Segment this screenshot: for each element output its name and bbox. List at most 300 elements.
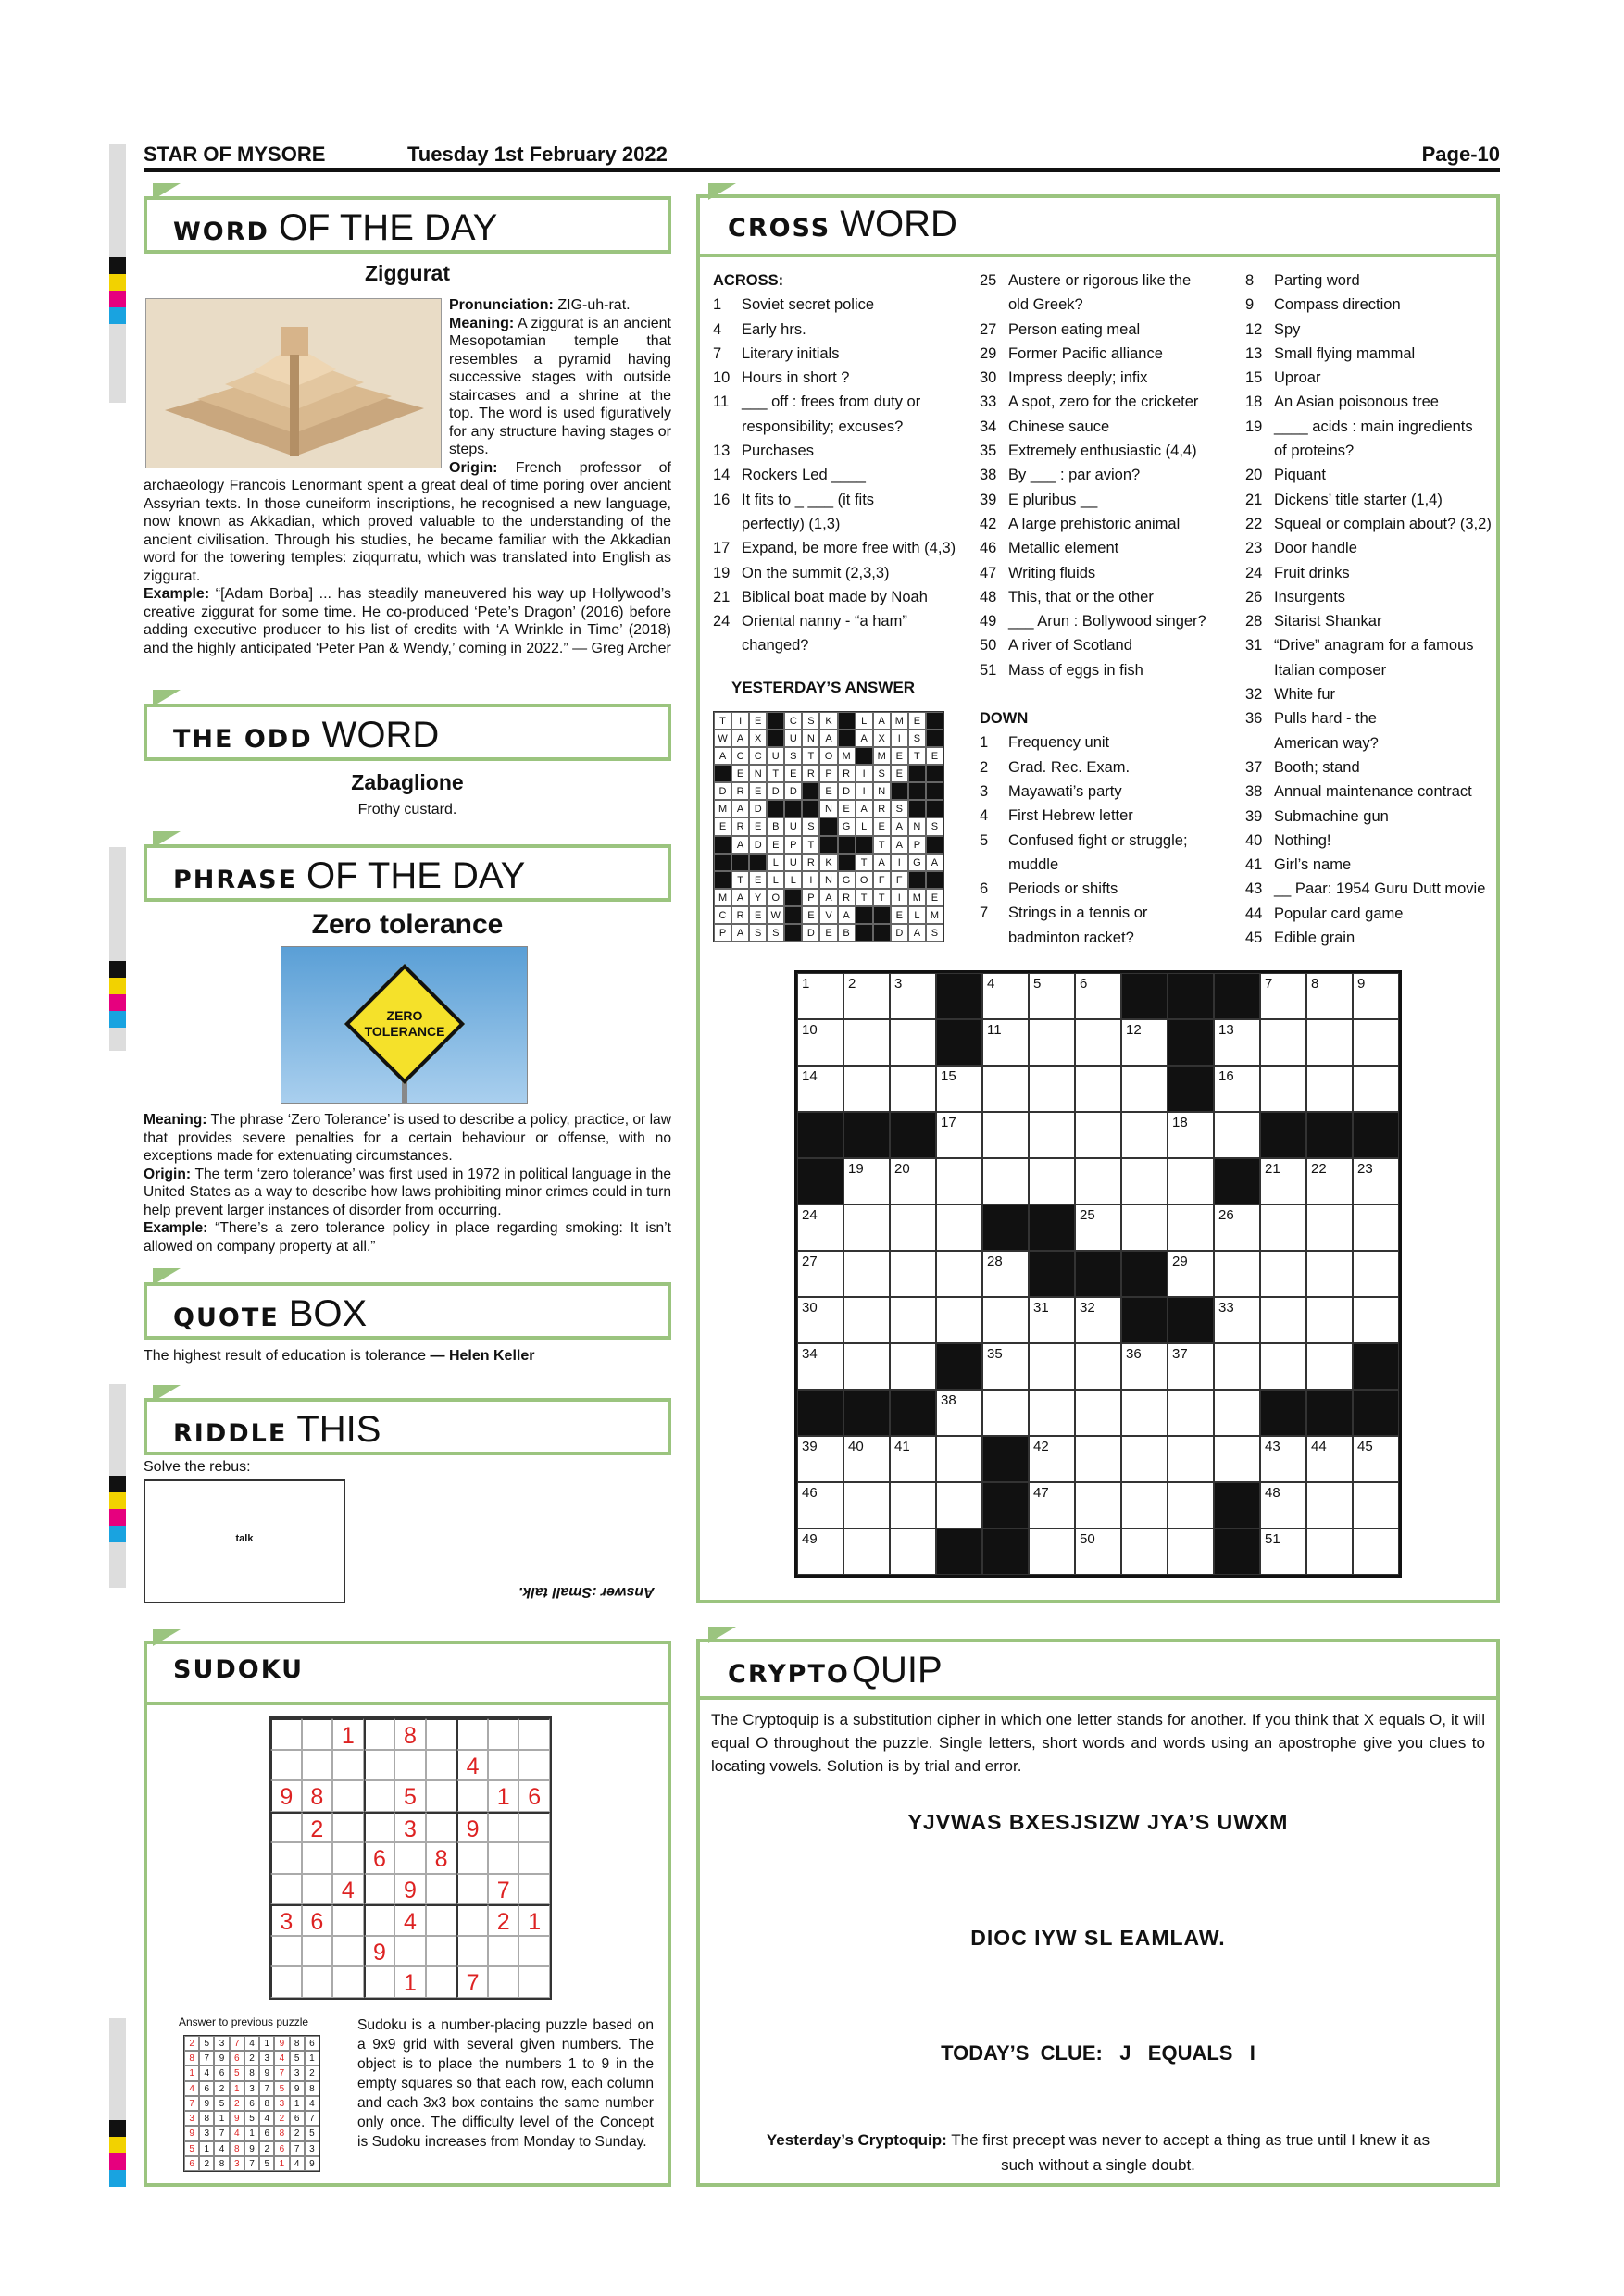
zero-tolerance-sign-image <box>281 946 528 1104</box>
crossword-cell[interactable]: 10 <box>797 1019 843 1066</box>
crossword-cell[interactable]: 22 <box>1306 1158 1353 1204</box>
answer-cell: S <box>908 730 926 747</box>
crossword-cell[interactable] <box>936 1436 982 1482</box>
crossword-cell[interactable] <box>1075 1390 1121 1436</box>
sudoku-cell[interactable] <box>302 1750 333 1781</box>
crossword-cell[interactable] <box>1029 1066 1075 1112</box>
answer-cell: 3 <box>274 2096 289 2111</box>
clue-number: 1 <box>980 734 989 752</box>
crossword-cell[interactable] <box>1121 1482 1168 1529</box>
crossword-cell[interactable] <box>1260 1297 1306 1343</box>
crossword-cell[interactable] <box>890 1204 936 1251</box>
clue-number: 41 <box>1245 856 1263 874</box>
sudoku-cell[interactable] <box>488 1718 519 1750</box>
answer-cell: 5 <box>274 2081 289 2096</box>
answer-cell: L <box>784 871 802 889</box>
crossword-cell[interactable] <box>1260 1251 1306 1297</box>
crossword-cell[interactable] <box>1029 1112 1075 1158</box>
crossword-cell[interactable]: 37 <box>1168 1343 1214 1390</box>
section-title-small: WORD <box>173 218 269 246</box>
crossword-cell[interactable] <box>1029 1529 1075 1575</box>
sudoku-cell[interactable] <box>518 1812 550 1843</box>
answer-cell: W <box>714 730 731 747</box>
sudoku-cell[interactable] <box>364 1812 395 1843</box>
crossword-cell[interactable] <box>982 1297 1029 1343</box>
crossword-cell[interactable]: 2 <box>843 973 890 1019</box>
crossword-cell[interactable] <box>1075 1343 1121 1390</box>
crossword-cell[interactable] <box>890 1019 936 1066</box>
clue <box>713 318 963 342</box>
crossword-cell[interactable]: 9 <box>1353 973 1399 1019</box>
answer-cell <box>856 906 873 924</box>
word-of-day-banner <box>144 196 671 254</box>
sudoku-cell[interactable] <box>426 1718 457 1750</box>
sudoku-cell[interactable] <box>332 1812 364 1843</box>
crossword-cell[interactable]: 39 <box>797 1436 843 1482</box>
answer-cell <box>908 871 926 889</box>
crossword-cell[interactable] <box>843 1343 890 1390</box>
crossword-cell[interactable] <box>1353 1251 1399 1297</box>
answer-cell: X <box>873 730 891 747</box>
crossword-cell[interactable] <box>1306 1529 1353 1575</box>
crossword-cell[interactable] <box>936 1482 982 1529</box>
crossword-cell[interactable] <box>843 1482 890 1529</box>
sudoku-cell[interactable] <box>426 1812 457 1843</box>
sudoku-cell[interactable] <box>518 1750 550 1781</box>
sudoku-cell[interactable] <box>518 1936 550 1967</box>
crossword-cell[interactable]: 5 <box>1029 973 1075 1019</box>
clue-text: ___ off : frees from duty or <box>742 393 921 411</box>
crossword-cell[interactable] <box>1214 1343 1260 1390</box>
crossword-cell[interactable]: 45 <box>1353 1436 1399 1482</box>
sudoku-cell[interactable] <box>302 1718 333 1750</box>
clue-text: Piquant <box>1274 467 1326 484</box>
clue-text: Nothing! <box>1274 831 1331 849</box>
sudoku-cell[interactable] <box>270 1936 302 1967</box>
crossword-cell[interactable] <box>1075 1066 1121 1112</box>
crossword-cell[interactable]: 32 <box>1075 1297 1121 1343</box>
clue-number: 39 <box>1245 807 1263 825</box>
sudoku-cell[interactable] <box>426 1966 457 1998</box>
crossword-cell[interactable]: 12 <box>1121 1019 1168 1066</box>
sudoku-cell[interactable] <box>270 1842 302 1874</box>
crossword-cell[interactable] <box>843 1066 890 1112</box>
answer-cell: I <box>856 782 873 800</box>
answer-cell: C <box>749 747 767 765</box>
crossword-cell[interactable] <box>843 1297 890 1343</box>
crossword-cell[interactable]: 36 <box>1121 1343 1168 1390</box>
clue-text: Soviet secret police <box>742 296 875 314</box>
crossword-cell[interactable] <box>843 1251 890 1297</box>
sudoku-cell[interactable] <box>456 1904 488 1936</box>
clue-number: 38 <box>980 467 997 484</box>
clue-number: 38 <box>1245 783 1263 801</box>
answer-cell: 4 <box>305 2096 319 2111</box>
clue-number: 50 <box>980 637 997 655</box>
sudoku-cell[interactable] <box>426 1936 457 1967</box>
answer-cell: L <box>856 817 873 835</box>
sudoku-cell[interactable] <box>270 1750 302 1781</box>
crossword-cell[interactable] <box>1168 1204 1214 1251</box>
crossword-cell[interactable] <box>1121 1066 1168 1112</box>
crossword-cell[interactable]: 28 <box>982 1251 1029 1297</box>
answer-cell: P <box>819 765 837 782</box>
sudoku-cell[interactable] <box>394 1750 426 1781</box>
answer-cell <box>856 924 873 942</box>
sudoku-cell[interactable] <box>456 1780 488 1812</box>
clue <box>980 926 1234 950</box>
rebus-text: talk <box>235 1533 254 1544</box>
yesterday-answer-grid <box>713 711 944 942</box>
sudoku-cell[interactable] <box>270 1718 302 1750</box>
crossword-cell[interactable] <box>1168 1529 1214 1575</box>
crossword-cell[interactable]: 41 <box>890 1436 936 1482</box>
crossword-cell[interactable] <box>936 1251 982 1297</box>
answer-cell: D <box>767 782 784 800</box>
crossword-cell[interactable] <box>1168 1390 1214 1436</box>
crossword-cell[interactable] <box>1121 1390 1168 1436</box>
sudoku-cell[interactable] <box>456 1718 488 1750</box>
crossword-cell[interactable] <box>1029 1390 1075 1436</box>
crossword-cell[interactable]: 51 <box>1260 1529 1306 1575</box>
answer-cell: 2 <box>244 2051 259 2065</box>
sudoku-cell[interactable] <box>456 1842 488 1874</box>
crossword-cell[interactable] <box>1121 1112 1168 1158</box>
sudoku-cell[interactable] <box>270 1966 302 1998</box>
crossword-cell[interactable]: 18 <box>1168 1112 1214 1158</box>
sudoku-cell[interactable] <box>270 1874 302 1905</box>
answer-cell: E <box>838 800 856 817</box>
clue-number: 51 <box>980 661 997 679</box>
sudoku-cell: 2 <box>488 1904 519 1936</box>
black-square <box>797 1112 843 1158</box>
crossword-cell[interactable] <box>890 1343 936 1390</box>
black-square <box>982 1482 1029 1529</box>
crossword-cell[interactable]: 13 <box>1214 1019 1260 1066</box>
answer-cell <box>749 854 767 871</box>
crossword-cell[interactable]: 14 <box>797 1066 843 1112</box>
clue-number: 15 <box>1245 369 1263 387</box>
answer-cell: E <box>749 712 767 730</box>
crossword-cell[interactable] <box>1214 1251 1260 1297</box>
crossword-cell[interactable] <box>1260 1066 1306 1112</box>
answer-cell: E <box>891 747 908 765</box>
crossword-cell[interactable]: 26 <box>1214 1204 1260 1251</box>
section-title-small: THE ODD <box>173 725 313 754</box>
crossword-cell[interactable] <box>1121 1436 1168 1482</box>
sudoku-cell: 1 <box>394 1966 426 1998</box>
crossword-cell[interactable]: 6 <box>1075 973 1121 1019</box>
crossword-cell[interactable]: 47 <box>1029 1482 1075 1529</box>
crossword-cell[interactable] <box>1029 1019 1075 1066</box>
crossword-cell[interactable] <box>1260 1204 1306 1251</box>
sudoku-cell[interactable] <box>488 1812 519 1843</box>
crossword-cell[interactable] <box>1306 1482 1353 1529</box>
crossword-cell[interactable]: 11 <box>982 1019 1029 1066</box>
crossword-cell[interactable]: 46 <box>797 1482 843 1529</box>
answer-cell: 2 <box>184 2036 199 2051</box>
crossword-cell[interactable] <box>936 1297 982 1343</box>
answer-cell: A <box>838 906 856 924</box>
answer-cell: R <box>838 765 856 782</box>
sudoku-cell[interactable] <box>518 1718 550 1750</box>
clue <box>713 415 963 439</box>
crossword-cell[interactable] <box>1075 1112 1121 1158</box>
crossword-cell[interactable] <box>1121 1204 1168 1251</box>
meaning-text: The phrase ‘Zero Tolerance’ is used to describe a policy, practice, or law that provides severe penalties for a certain behaviour or offense, with no exceptions made for extenuating circumstances. <box>144 1112 671 1164</box>
clue <box>980 390 1234 414</box>
crossword-cell[interactable] <box>1353 1019 1399 1066</box>
crossword-cell[interactable]: 23 <box>1353 1158 1399 1204</box>
sudoku-cell[interactable] <box>488 1966 519 1998</box>
crossword-cell[interactable]: 17 <box>936 1112 982 1158</box>
black-square <box>1306 1390 1353 1436</box>
answer-cell: G <box>838 817 856 835</box>
answer-cell: 9 <box>244 2141 259 2156</box>
crossword-cell[interactable]: 4 <box>982 973 1029 1019</box>
crossword-cell[interactable] <box>1168 1158 1214 1204</box>
crossword-cell[interactable] <box>890 1251 936 1297</box>
crossword-cell[interactable] <box>1306 1343 1353 1390</box>
crossword-cell[interactable] <box>1353 1204 1399 1251</box>
crossword-cell[interactable]: 8 <box>1306 973 1353 1019</box>
sudoku-cell[interactable] <box>426 1874 457 1905</box>
crossword-cell[interactable]: 42 <box>1029 1436 1075 1482</box>
crossword-cell[interactable] <box>1306 1204 1353 1251</box>
answer-cell: 9 <box>230 2111 244 2126</box>
answer-cell: 3 <box>259 2051 274 2065</box>
clue-text: Writing fluids <box>1008 564 1096 581</box>
sudoku-cell[interactable] <box>518 1966 550 1998</box>
section-title-small: QUOTE <box>173 1304 280 1332</box>
answer-cell: M <box>838 747 856 765</box>
down-label: DOWN <box>980 710 1029 728</box>
sudoku-cell[interactable] <box>302 1966 333 1998</box>
crossword-cell[interactable] <box>982 1158 1029 1204</box>
crossword-cell[interactable]: 35 <box>982 1343 1029 1390</box>
clue-number: 40 <box>1245 831 1263 849</box>
answer-cell: 5 <box>214 2096 229 2111</box>
clue <box>980 439 1234 463</box>
answer-cell: 4 <box>214 2141 229 2156</box>
crossword-cell[interactable] <box>936 1204 982 1251</box>
crossword-cell[interactable]: 43 <box>1260 1436 1306 1482</box>
sudoku-cell[interactable] <box>364 1904 395 1936</box>
crossword-cell[interactable]: 25 <box>1075 1204 1121 1251</box>
crossword-cell[interactable] <box>1029 1158 1075 1204</box>
sudoku-cell[interactable] <box>364 1780 395 1812</box>
black-square <box>936 1343 982 1390</box>
crossword-cell[interactable] <box>1075 1158 1121 1204</box>
crossword-cell[interactable] <box>936 1158 982 1204</box>
crossword-cell[interactable] <box>843 1529 890 1575</box>
clue <box>1245 829 1500 853</box>
crossword-cell[interactable]: 20 <box>890 1158 936 1204</box>
clue <box>1245 658 1500 682</box>
crossword-cell[interactable] <box>1353 1297 1399 1343</box>
answer-cell: 6 <box>184 2156 199 2171</box>
crossword-cell[interactable] <box>982 1066 1029 1112</box>
crossword-cell[interactable] <box>982 1390 1029 1436</box>
sudoku-cell: 3 <box>394 1812 426 1843</box>
sudoku-cell[interactable] <box>518 1842 550 1874</box>
clue-number: 1 <box>713 296 722 314</box>
crossword-cell[interactable]: 21 <box>1260 1158 1306 1204</box>
answer-cell: 3 <box>184 2111 199 2126</box>
crossword-cell[interactable]: 15 <box>936 1066 982 1112</box>
crossword-cell[interactable] <box>1260 1019 1306 1066</box>
sudoku-cell[interactable] <box>518 1874 550 1905</box>
answer-cell: 3 <box>305 2141 319 2156</box>
sudoku-cell: 8 <box>302 1780 333 1812</box>
crossword-cell[interactable] <box>1214 1390 1260 1436</box>
answer-cell: S <box>767 924 784 942</box>
answer-cell: 2 <box>274 2111 289 2126</box>
crossword-cell[interactable]: 30 <box>797 1297 843 1343</box>
crossword-cell[interactable]: 33 <box>1214 1297 1260 1343</box>
crossword-cell[interactable]: 1 <box>797 973 843 1019</box>
crossword-cell[interactable] <box>1353 1066 1399 1112</box>
crossword-cell[interactable]: 24 <box>797 1204 843 1251</box>
sudoku-cell[interactable] <box>456 1936 488 1967</box>
sudoku-cell[interactable] <box>394 1842 426 1874</box>
answer-cell: 8 <box>290 2036 305 2051</box>
black-square <box>1029 1251 1075 1297</box>
crossword-cell[interactable] <box>843 1019 890 1066</box>
crossword-cell[interactable] <box>1075 1482 1121 1529</box>
clue-number: 36 <box>1245 710 1263 728</box>
crossword-cell[interactable] <box>1214 1436 1260 1482</box>
crossword-cell[interactable] <box>1121 1529 1168 1575</box>
sudoku-cell[interactable] <box>488 1750 519 1781</box>
crossword-cell[interactable]: 48 <box>1260 1482 1306 1529</box>
crossword-cell[interactable] <box>1029 1343 1075 1390</box>
clue <box>980 853 1234 877</box>
sudoku-cell[interactable] <box>456 1874 488 1905</box>
sudoku-cell: 3 <box>270 1904 302 1936</box>
crossword-cell[interactable] <box>1260 1343 1306 1390</box>
crossword-cell[interactable]: 27 <box>797 1251 843 1297</box>
sudoku-cell[interactable] <box>426 1904 457 1936</box>
clue <box>980 901 1234 925</box>
crossword-cell[interactable] <box>1214 1112 1260 1158</box>
crossword-cell[interactable] <box>890 1529 936 1575</box>
sudoku-cell[interactable] <box>302 1842 333 1874</box>
crossword-cell[interactable] <box>890 1482 936 1529</box>
answer-cell: 7 <box>199 2051 214 2065</box>
crossword-cell[interactable]: 31 <box>1029 1297 1075 1343</box>
sudoku-cell[interactable] <box>364 1750 395 1781</box>
sudoku-cell[interactable] <box>332 1842 364 1874</box>
clue <box>713 439 963 463</box>
sudoku-cell[interactable] <box>426 1750 457 1781</box>
crossword-cell[interactable] <box>1121 1158 1168 1204</box>
sudoku-cell[interactable] <box>332 1750 364 1781</box>
sudoku-cell[interactable] <box>364 1966 395 1998</box>
clue-text: Hours in short ? <box>742 369 850 387</box>
clue <box>1245 293 1500 317</box>
crossword-cell[interactable]: 50 <box>1075 1529 1121 1575</box>
crossword-cell[interactable]: 40 <box>843 1436 890 1482</box>
sudoku-cell[interactable] <box>394 1936 426 1967</box>
answer-cell: 5 <box>244 2111 259 2126</box>
crossword-cell[interactable] <box>843 1204 890 1251</box>
sudoku-cell[interactable] <box>364 1874 395 1905</box>
crossword-cell[interactable]: 49 <box>797 1529 843 1575</box>
sudoku-cell[interactable] <box>364 1718 395 1750</box>
answer-cell: P <box>714 924 731 942</box>
answer-cell: L <box>908 906 926 924</box>
crossword-cell[interactable]: 44 <box>1306 1436 1353 1482</box>
crossword-cell[interactable]: 38 <box>936 1390 982 1436</box>
example-text: “There’s a zero tolerance policy in place regarding smoking: It isn’t allowed on company property at all.” <box>144 1220 671 1254</box>
crossword-cell[interactable]: 16 <box>1214 1066 1260 1112</box>
crossword-cell[interactable] <box>1353 1482 1399 1529</box>
section-title-small: PHRASE <box>173 866 297 894</box>
black-square <box>936 973 982 1019</box>
answer-cell: 6 <box>199 2081 214 2096</box>
sudoku-cell[interactable] <box>332 1936 364 1967</box>
answer-cell: 9 <box>184 2126 199 2140</box>
crossword-cell[interactable] <box>1168 1482 1214 1529</box>
crossword-cell[interactable]: 7 <box>1260 973 1306 1019</box>
sudoku-cell[interactable] <box>332 1780 364 1812</box>
crossword-cell[interactable] <box>890 1297 936 1343</box>
clue-text: Pulls hard - the <box>1274 710 1377 728</box>
crossword-cell[interactable]: 3 <box>890 973 936 1019</box>
clue <box>980 633 1234 657</box>
sudoku-cell[interactable] <box>302 1874 333 1905</box>
crossword-cell[interactable] <box>1306 1019 1353 1066</box>
crossword-cell[interactable] <box>1075 1019 1121 1066</box>
crossword-cell[interactable]: 19 <box>843 1158 890 1204</box>
clue-number: 44 <box>1245 905 1263 922</box>
answer-cell: A <box>873 712 891 730</box>
odd-word-banner <box>144 704 671 761</box>
black-square <box>1168 1066 1214 1112</box>
black-square <box>843 1390 890 1436</box>
crossword-cell[interactable] <box>1168 1436 1214 1482</box>
crossword-cell[interactable]: 34 <box>797 1343 843 1390</box>
answer-cell: N <box>802 730 819 747</box>
crossword-cell[interactable] <box>1353 1529 1399 1575</box>
answer-cell: T <box>873 889 891 906</box>
sudoku-cell[interactable] <box>270 1812 302 1843</box>
crossword-cell[interactable] <box>1306 1297 1353 1343</box>
crossword-cell[interactable] <box>1075 1436 1121 1482</box>
crossword-cell[interactable] <box>1306 1251 1353 1297</box>
sudoku-cell[interactable] <box>332 1904 364 1936</box>
crossword-cell[interactable]: 29 <box>1168 1251 1214 1297</box>
clue-text: Austere or rigorous like the <box>1008 272 1192 289</box>
sudoku-cell[interactable] <box>488 1842 519 1874</box>
clue <box>980 609 1234 633</box>
clue-text: ____ acids : main ingredients <box>1274 418 1473 435</box>
crossword-cell[interactable] <box>982 1112 1029 1158</box>
clue <box>980 342 1234 366</box>
sudoku-cell[interactable] <box>302 1936 333 1967</box>
answer-cell: D <box>749 836 767 854</box>
sudoku-cell[interactable] <box>426 1780 457 1812</box>
sudoku-cell[interactable] <box>332 1966 364 1998</box>
riddle-prompt: Solve the rebus: <box>144 1459 251 1475</box>
crossword-cell[interactable] <box>1306 1066 1353 1112</box>
section-title-large: WORD <box>321 715 440 755</box>
sudoku-cell[interactable] <box>488 1936 519 1967</box>
crossword-cell[interactable] <box>890 1066 936 1112</box>
clue-text: Rockers Led ____ <box>742 467 866 484</box>
answer-cell <box>873 924 891 942</box>
